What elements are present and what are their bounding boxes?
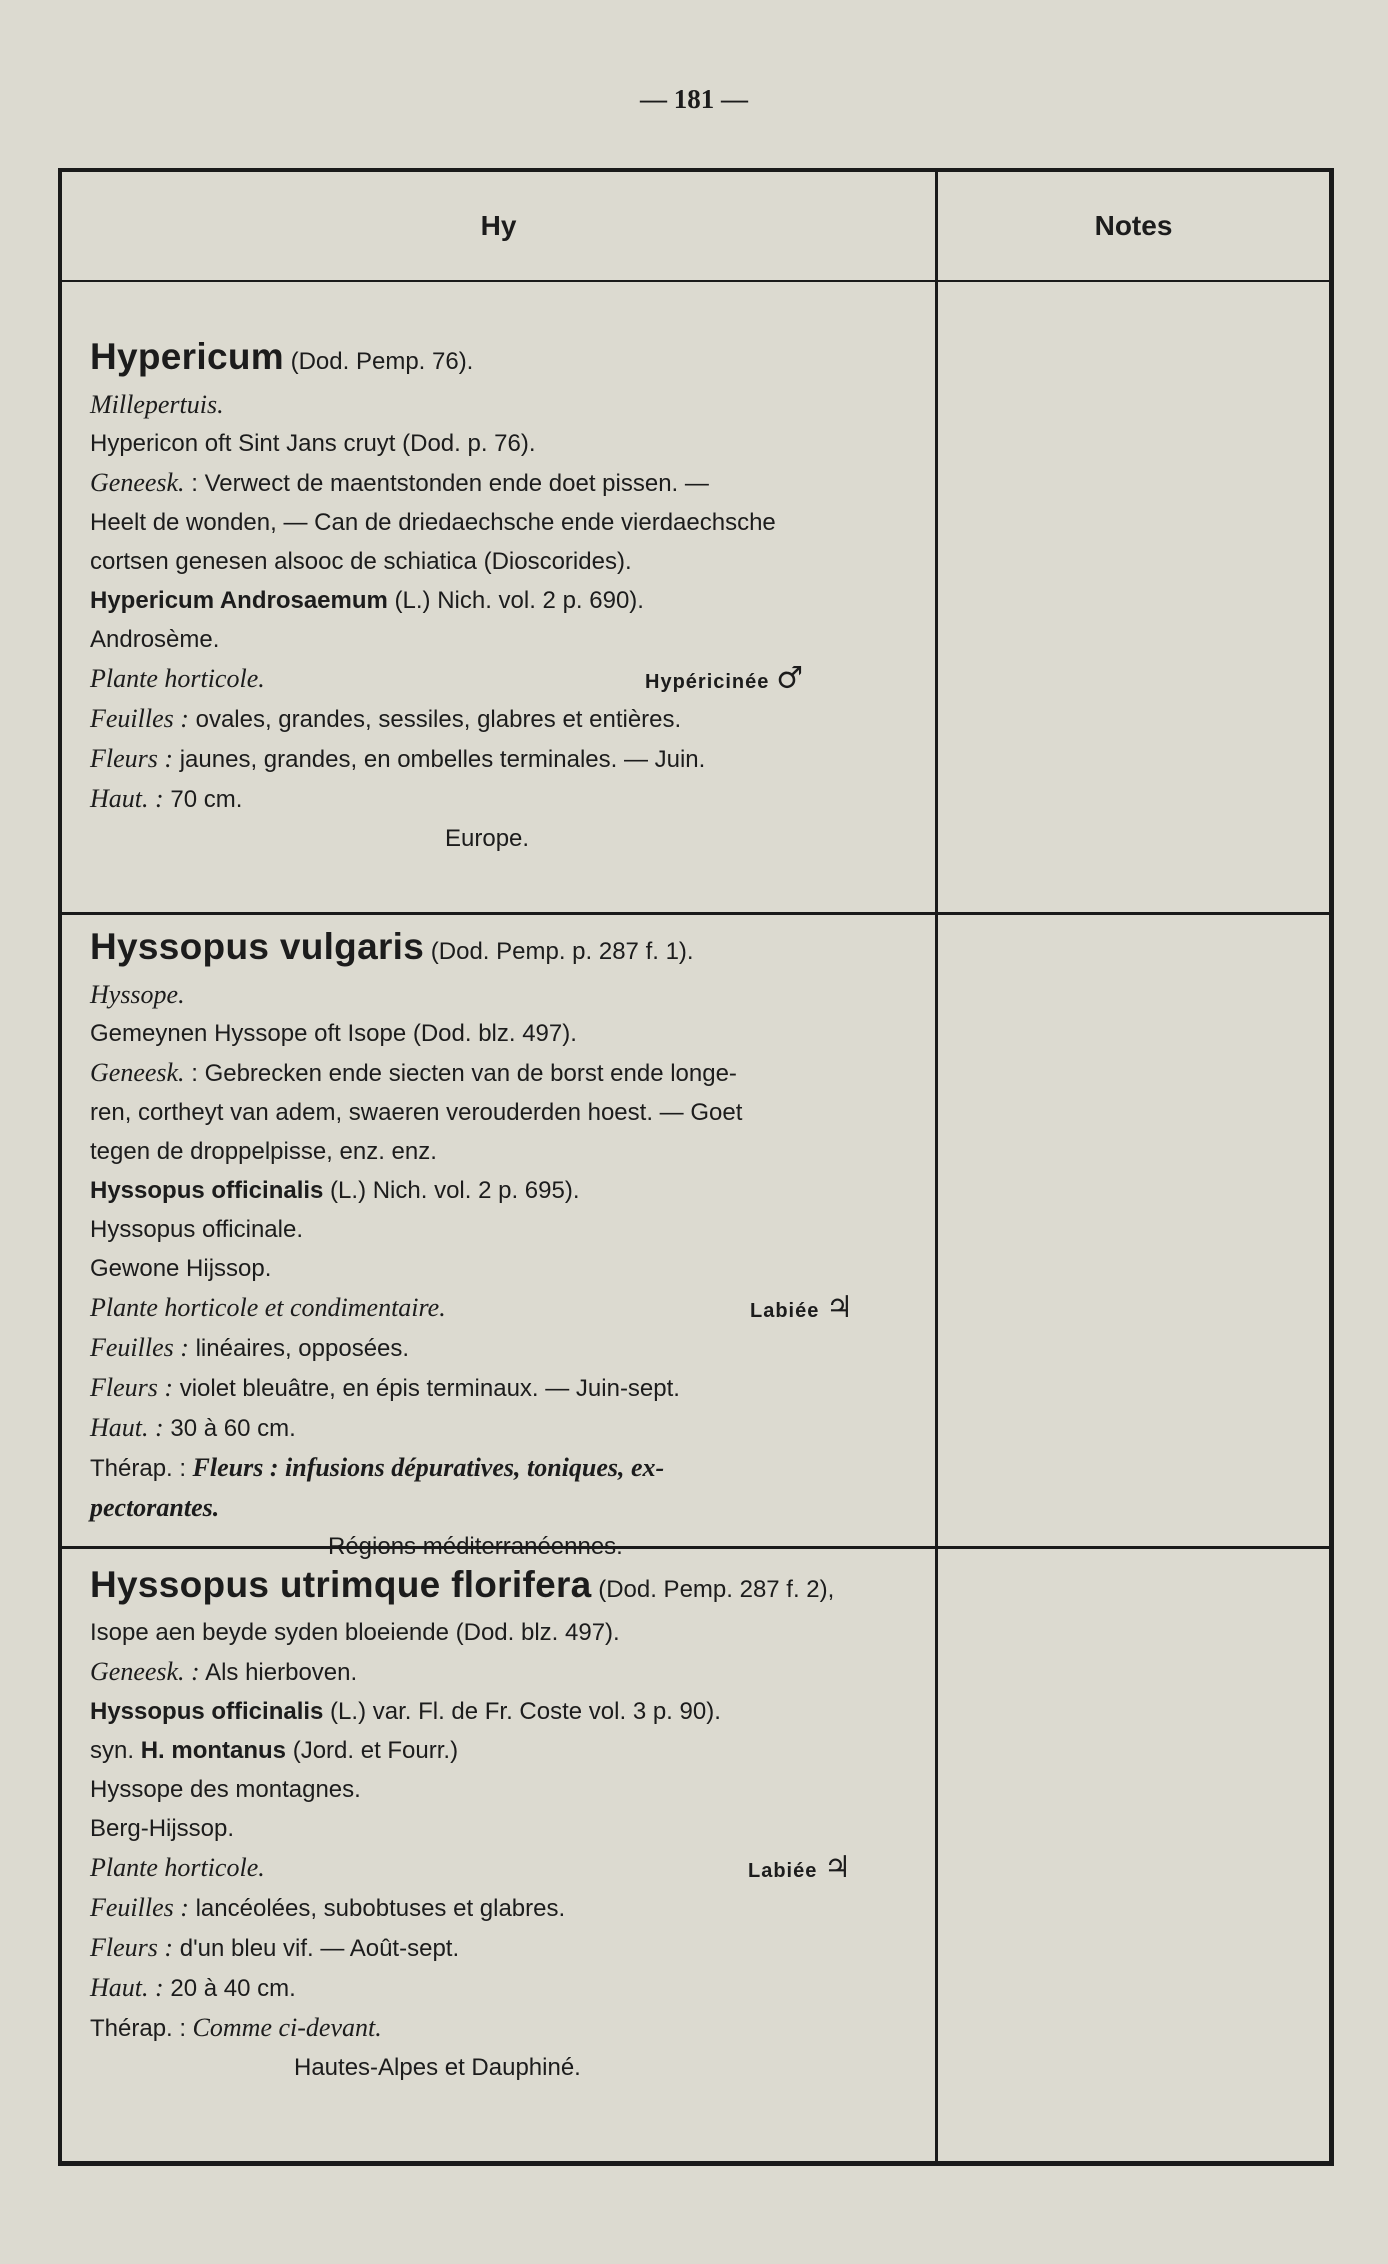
text-line: Heelt de wonden, — Can de driedaechsche ende vierdaechsche bbox=[90, 509, 776, 536]
plant-type: Plante horticole. bbox=[90, 664, 265, 693]
latin-name: Hyssopus officinale. bbox=[90, 1216, 303, 1243]
page-number: — 181 — bbox=[640, 84, 748, 114]
common-name: Hyssope. bbox=[90, 980, 185, 1009]
french-name: Androsème. bbox=[90, 626, 220, 653]
dutch-common-name: Gewone Hijssop. bbox=[90, 1255, 272, 1282]
plant-type: Plante horticole. bbox=[90, 1853, 265, 1882]
haut-label: Haut. : bbox=[90, 1973, 164, 2002]
symbol-icon: ♃ bbox=[826, 1290, 853, 1325]
entry-ref: (Dod. Pemp. 287 f. 2), bbox=[598, 1576, 835, 1603]
haut-label: Haut. : bbox=[90, 1413, 164, 1442]
french-name: Hyssope des montagnes. bbox=[90, 1776, 361, 1803]
feuilles-text: lancéolées, subobtuses et glabres. bbox=[188, 1895, 566, 1922]
haut-text: 30 à 60 cm. bbox=[163, 1415, 296, 1442]
symbol-icon: ♃ bbox=[824, 1850, 851, 1885]
region: Europe. bbox=[445, 825, 530, 852]
feuilles-label: Feuilles : bbox=[90, 1893, 189, 1922]
entry-hyssopus-utrimque bbox=[90, 1562, 930, 2087]
species-name: Hypericum Androsaemum bbox=[90, 587, 388, 614]
dutch-name: Isope aen beyde syden bloeiende (Dod. blz. 497). bbox=[90, 1619, 620, 1646]
region: Régions méditerranéennes. bbox=[328, 1533, 623, 1560]
entry-separator bbox=[62, 1546, 1329, 1549]
common-name: Millepertuis. bbox=[90, 390, 224, 419]
geneesk-text: : Gebrecken ende siecten van de borst ende longe- bbox=[184, 1060, 737, 1087]
species-name: Hyssopus officinalis bbox=[90, 1698, 324, 1725]
entry-hypericum bbox=[90, 334, 930, 858]
fleurs-label: Fleurs : bbox=[90, 744, 174, 773]
text-line: tegen de droppelpisse, enz. enz. bbox=[90, 1138, 437, 1165]
entry-ref: (Dod. Pemp. 76). bbox=[290, 348, 474, 375]
dutch-name: Gemeynen Hyssope oft Isope (Dod. blz. 497). bbox=[90, 1020, 577, 1047]
entry-separator bbox=[62, 912, 1329, 915]
header-notes: Notes bbox=[1094, 210, 1173, 241]
region: Hautes-Alpes et Dauphiné. bbox=[294, 2054, 581, 2081]
geneesk-label: Geneesk. bbox=[90, 1058, 185, 1087]
syn-name: H. montanus bbox=[140, 1737, 287, 1764]
feuilles-text: ovales, grandes, sessiles, glabres et entières. bbox=[188, 706, 682, 733]
geneesk-label: Geneesk. bbox=[90, 468, 185, 497]
table-header bbox=[62, 172, 1329, 282]
feuilles-label: Feuilles : bbox=[90, 704, 189, 733]
species-ref: (L.) Nich. vol. 2 p. 690). bbox=[387, 587, 644, 614]
therap-label: Thérap. : bbox=[90, 1455, 187, 1482]
family-name: Labiée bbox=[750, 1300, 820, 1322]
fleurs-label: Fleurs : bbox=[90, 1373, 174, 1402]
species-ref: (L.) Nich. vol. 2 p. 695). bbox=[323, 1177, 580, 1204]
dutch-common-name: Berg-Hijssop. bbox=[90, 1815, 235, 1842]
family-name: Hypéricinée bbox=[645, 671, 770, 693]
geneesk-text: Als hierboven. bbox=[199, 1659, 358, 1686]
feuilles-label: Feuilles : bbox=[90, 1333, 189, 1362]
therap-label: Thérap. : bbox=[90, 2015, 187, 2042]
plant-type: Plante horticole et condimentaire. bbox=[90, 1293, 446, 1322]
entries-table bbox=[58, 168, 1334, 2166]
family-name: Labiée bbox=[748, 1860, 818, 1882]
species-name: Hyssopus officinalis bbox=[90, 1177, 324, 1204]
species-ref: (L.) var. Fl. de Fr. Coste vol. 3 p. 90). bbox=[323, 1698, 721, 1725]
syn-ref: (Jord. et Fourr.) bbox=[286, 1737, 459, 1764]
haut-text: 20 à 40 cm. bbox=[163, 1975, 296, 2002]
entry-title: Hyssopus utrimque florifera bbox=[90, 1564, 592, 1605]
entry-title: Hypericum bbox=[90, 336, 284, 377]
fleurs-text: violet bleuâtre, en épis terminaux. — Juin-sept. bbox=[173, 1375, 680, 1402]
syn-label: syn. bbox=[90, 1737, 141, 1764]
text-line: ren, cortheyt van adem, swaeren verouderden hoest. — Goet bbox=[90, 1099, 743, 1126]
therap-text: Comme ci-devant. bbox=[186, 2013, 382, 2042]
feuilles-text: linéaires, opposées. bbox=[188, 1335, 410, 1362]
therap-text-cont: pectorantes. bbox=[90, 1493, 220, 1522]
symbol-icon: ♂ bbox=[776, 661, 803, 696]
haut-label: Haut. : bbox=[90, 784, 164, 813]
header-hy: Hy bbox=[480, 210, 517, 241]
geneesk-text: : Verwect de maentstonden ende doet pissen. — bbox=[184, 470, 709, 497]
therap-text: Fleurs : infusions dépuratives, toniques, ex- bbox=[186, 1453, 665, 1482]
fleurs-label: Fleurs : bbox=[90, 1933, 174, 1962]
fleurs-text: jaunes, grandes, en ombelles terminales. — Juin. bbox=[173, 746, 706, 773]
entry-hyssopus-vulgaris bbox=[90, 924, 930, 1566]
text-line: cortsen genesen alsooc de schiatica (Dioscorides). bbox=[90, 548, 632, 575]
entry-ref: (Dod. Pemp. p. 287 f. 1). bbox=[430, 938, 694, 965]
geneesk-label: Geneesk. : bbox=[90, 1657, 200, 1686]
dutch-name: Hypericon oft Sint Jans cruyt (Dod. p. 76). bbox=[90, 430, 536, 457]
column-divider bbox=[935, 172, 938, 2161]
fleurs-text: d'un bleu vif. — Août-sept. bbox=[173, 1935, 460, 1962]
haut-text: 70 cm. bbox=[163, 786, 243, 813]
entry-title: Hyssopus vulgaris bbox=[90, 926, 425, 967]
